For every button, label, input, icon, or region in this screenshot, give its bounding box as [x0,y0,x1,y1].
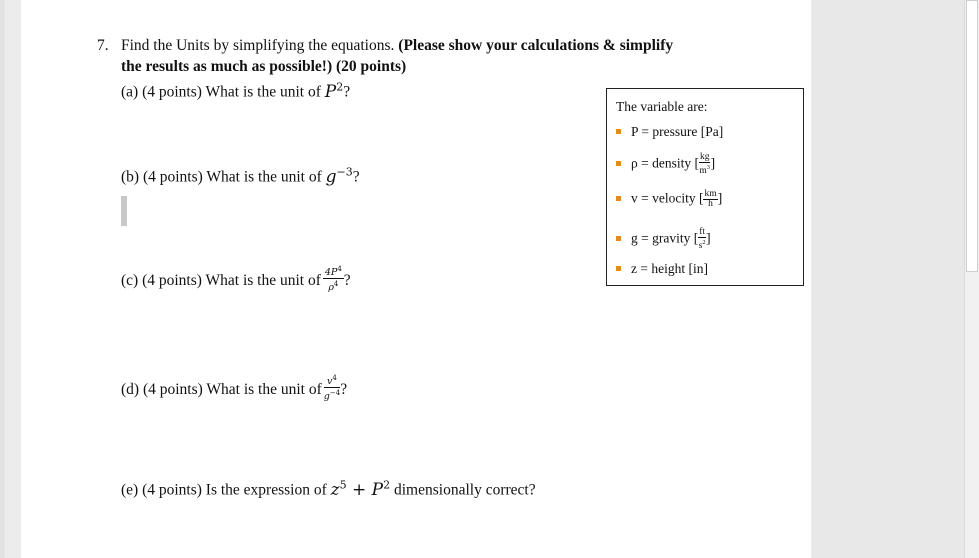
part-d-fraction: $\frac{v^4}{g^{-4}}$ [323,374,341,403]
part-e-math: $z^5 + P^2$ [330,478,391,500]
part-e-label: (e) (4 points) Is the expression of [121,481,327,499]
part-a: (a) (4 points) What is the unit of $P^2$? [121,80,351,102]
part-b-label: (b) (4 points) What is the unit of [121,168,322,186]
question-number: 7. [97,37,109,54]
variable-density: ρ = density [ $\frac{kg}{m^3}$ ] [616,153,715,176]
scrollbar-thumb[interactable] [966,0,978,272]
variable-height: z = height [in] [616,261,708,277]
question-instruction-1: (Please show your calculations & simplify [398,37,674,54]
question-instruction-2: the results as much as possible!) (20 points) [121,58,407,75]
part-d: (d) (4 points) What is the unit of $\frac{v^4}{g^{-4}}$ ? [121,374,348,403]
bullet-icon [616,236,621,241]
part-a-label: (a) (4 points) What is the unit of [121,83,321,101]
variable-pressure: P = pressure [Pa] [616,124,723,140]
question-text-line1 [121,37,673,55]
part-a-math: $P^2$ [324,80,344,102]
bullet-icon [616,161,621,166]
question-intro: Find the Units by simplifying the equations. [121,37,395,54]
variable-gravity: g = gravity [ $\frac{ft}{s^2}$ ] [616,228,711,251]
velocity-unit: $\frac{km}{h}$ [704,189,717,209]
variables-box [606,88,804,286]
part-c-fraction: $\frac{4P^4}{\rho^4}$ [324,265,342,294]
gravity-unit: $\frac{ft}{s^2}$ [698,227,706,252]
part-c: (c) (4 points) What is the unit of $\frac{4P^4}{\rho^4}$ ? [121,265,351,294]
bullet-icon [616,196,621,201]
part-c-label: (c) (4 points) What is the unit of [121,272,321,290]
part-b-math: $g^{-3}$ [325,165,353,187]
left-margin [0,0,5,558]
variable-velocity: v = velocity [ $\frac{km}{h}$ ] [616,190,722,209]
bullet-icon [616,266,621,271]
part-b: (b) (4 points) What is the unit of $g^{-3}$? [121,165,360,187]
part-e: (e) (4 points) Is the expression of $z^5 + P^2$ dimensionally correct? [121,478,536,500]
density-unit: $\frac{kg}{m^3}$ [699,152,711,177]
text-cursor-highlight [121,196,127,226]
right-gray-area [812,0,964,558]
part-d-label: (d) (4 points) What is the unit of [121,381,322,399]
variables-title: The variable are: [616,99,708,114]
bullet-icon [616,129,621,134]
